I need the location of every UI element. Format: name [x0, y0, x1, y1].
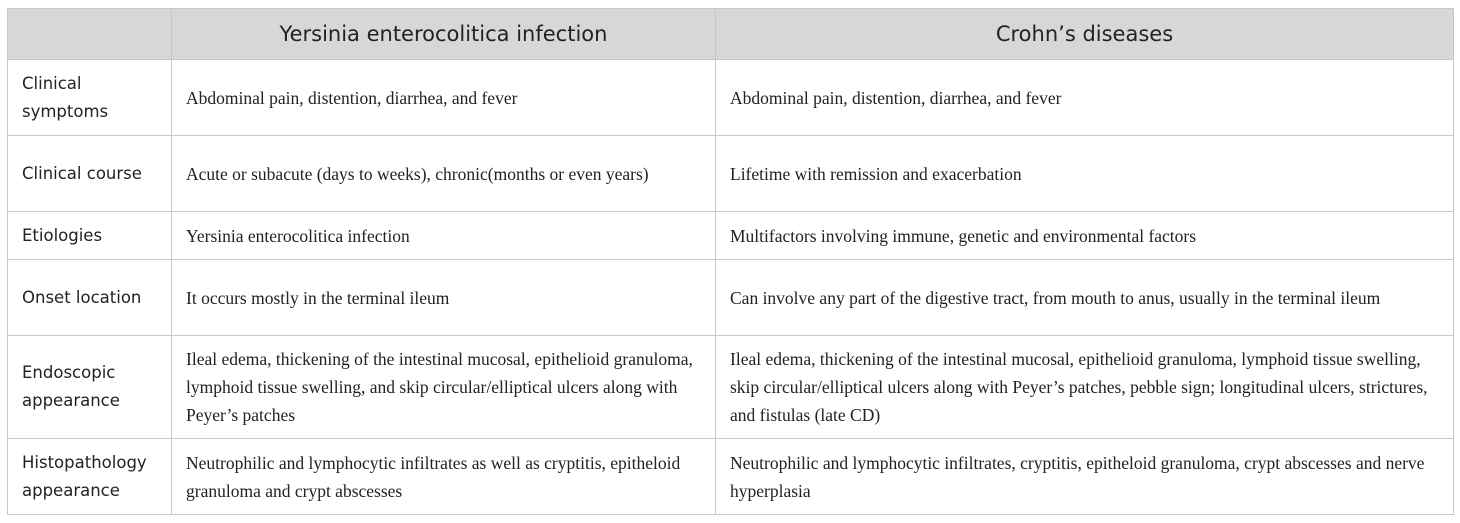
- comparison-table: [7, 8, 1454, 515]
- row-label: Histopathology appearance: [8, 439, 172, 515]
- crohns-cell: Abdominal pain, distention, diarrhea, and fever: [716, 60, 1454, 136]
- yersinia-cell: Yersinia enterocolitica infection: [172, 212, 716, 260]
- table-row: [8, 260, 1454, 336]
- yersinia-cell: Neutrophilic and lymphocytic infiltrates as well as cryptitis, epitheloid granuloma and crypt abscesses: [172, 439, 716, 515]
- row-label: Etiologies: [8, 212, 172, 260]
- table-body: [8, 60, 1454, 515]
- yersinia-cell: Acute or subacute (days to weeks), chronic(months or even years): [172, 136, 716, 212]
- table-row: [8, 60, 1454, 136]
- crohns-cell: Ileal edema, thickening of the intestinal mucosal, epithelioid granuloma, lymphoid tissue swelling, skip circular/elliptical ulcers along with Peyer’s patches, pebble sign; longitudinal ulcers, strictures, and fistulas (late CD): [716, 336, 1454, 439]
- table-row: [8, 136, 1454, 212]
- table-row: [8, 439, 1454, 515]
- table-row: [8, 212, 1454, 260]
- crohns-cell: Can involve any part of the digestive tract, from mouth to anus, usually in the terminal ileum: [716, 260, 1454, 336]
- yersinia-cell: Abdominal pain, distention, diarrhea, and fever: [172, 60, 716, 136]
- header-cell-feature: [8, 9, 172, 60]
- header-row: [8, 9, 1454, 60]
- row-label: Clinical course: [8, 136, 172, 212]
- row-label: Onset location: [8, 260, 172, 336]
- crohns-cell: Multifactors involving immune, genetic and environmental factors: [716, 212, 1454, 260]
- crohns-cell: Lifetime with remission and exacerbation: [716, 136, 1454, 212]
- yersinia-cell: Ileal edema, thickening of the intestinal mucosal, epithelioid granuloma, lymphoid tissue swelling, and skip circular/elliptical ulcers along with Peyer’s patches: [172, 336, 716, 439]
- row-label: Endoscopic appearance: [8, 336, 172, 439]
- header-cell-crohns: Crohn’s diseases: [716, 9, 1454, 60]
- crohns-cell: Neutrophilic and lymphocytic infiltrates, cryptitis, epitheloid granuloma, crypt abscesses and nerve hyperplasia: [716, 439, 1454, 515]
- table-row: [8, 336, 1454, 439]
- table-header: [8, 9, 1454, 60]
- yersinia-cell: It occurs mostly in the terminal ileum: [172, 260, 716, 336]
- row-label: Clinical symptoms: [8, 60, 172, 136]
- header-cell-yersinia: Yersinia enterocolitica infection: [172, 9, 716, 60]
